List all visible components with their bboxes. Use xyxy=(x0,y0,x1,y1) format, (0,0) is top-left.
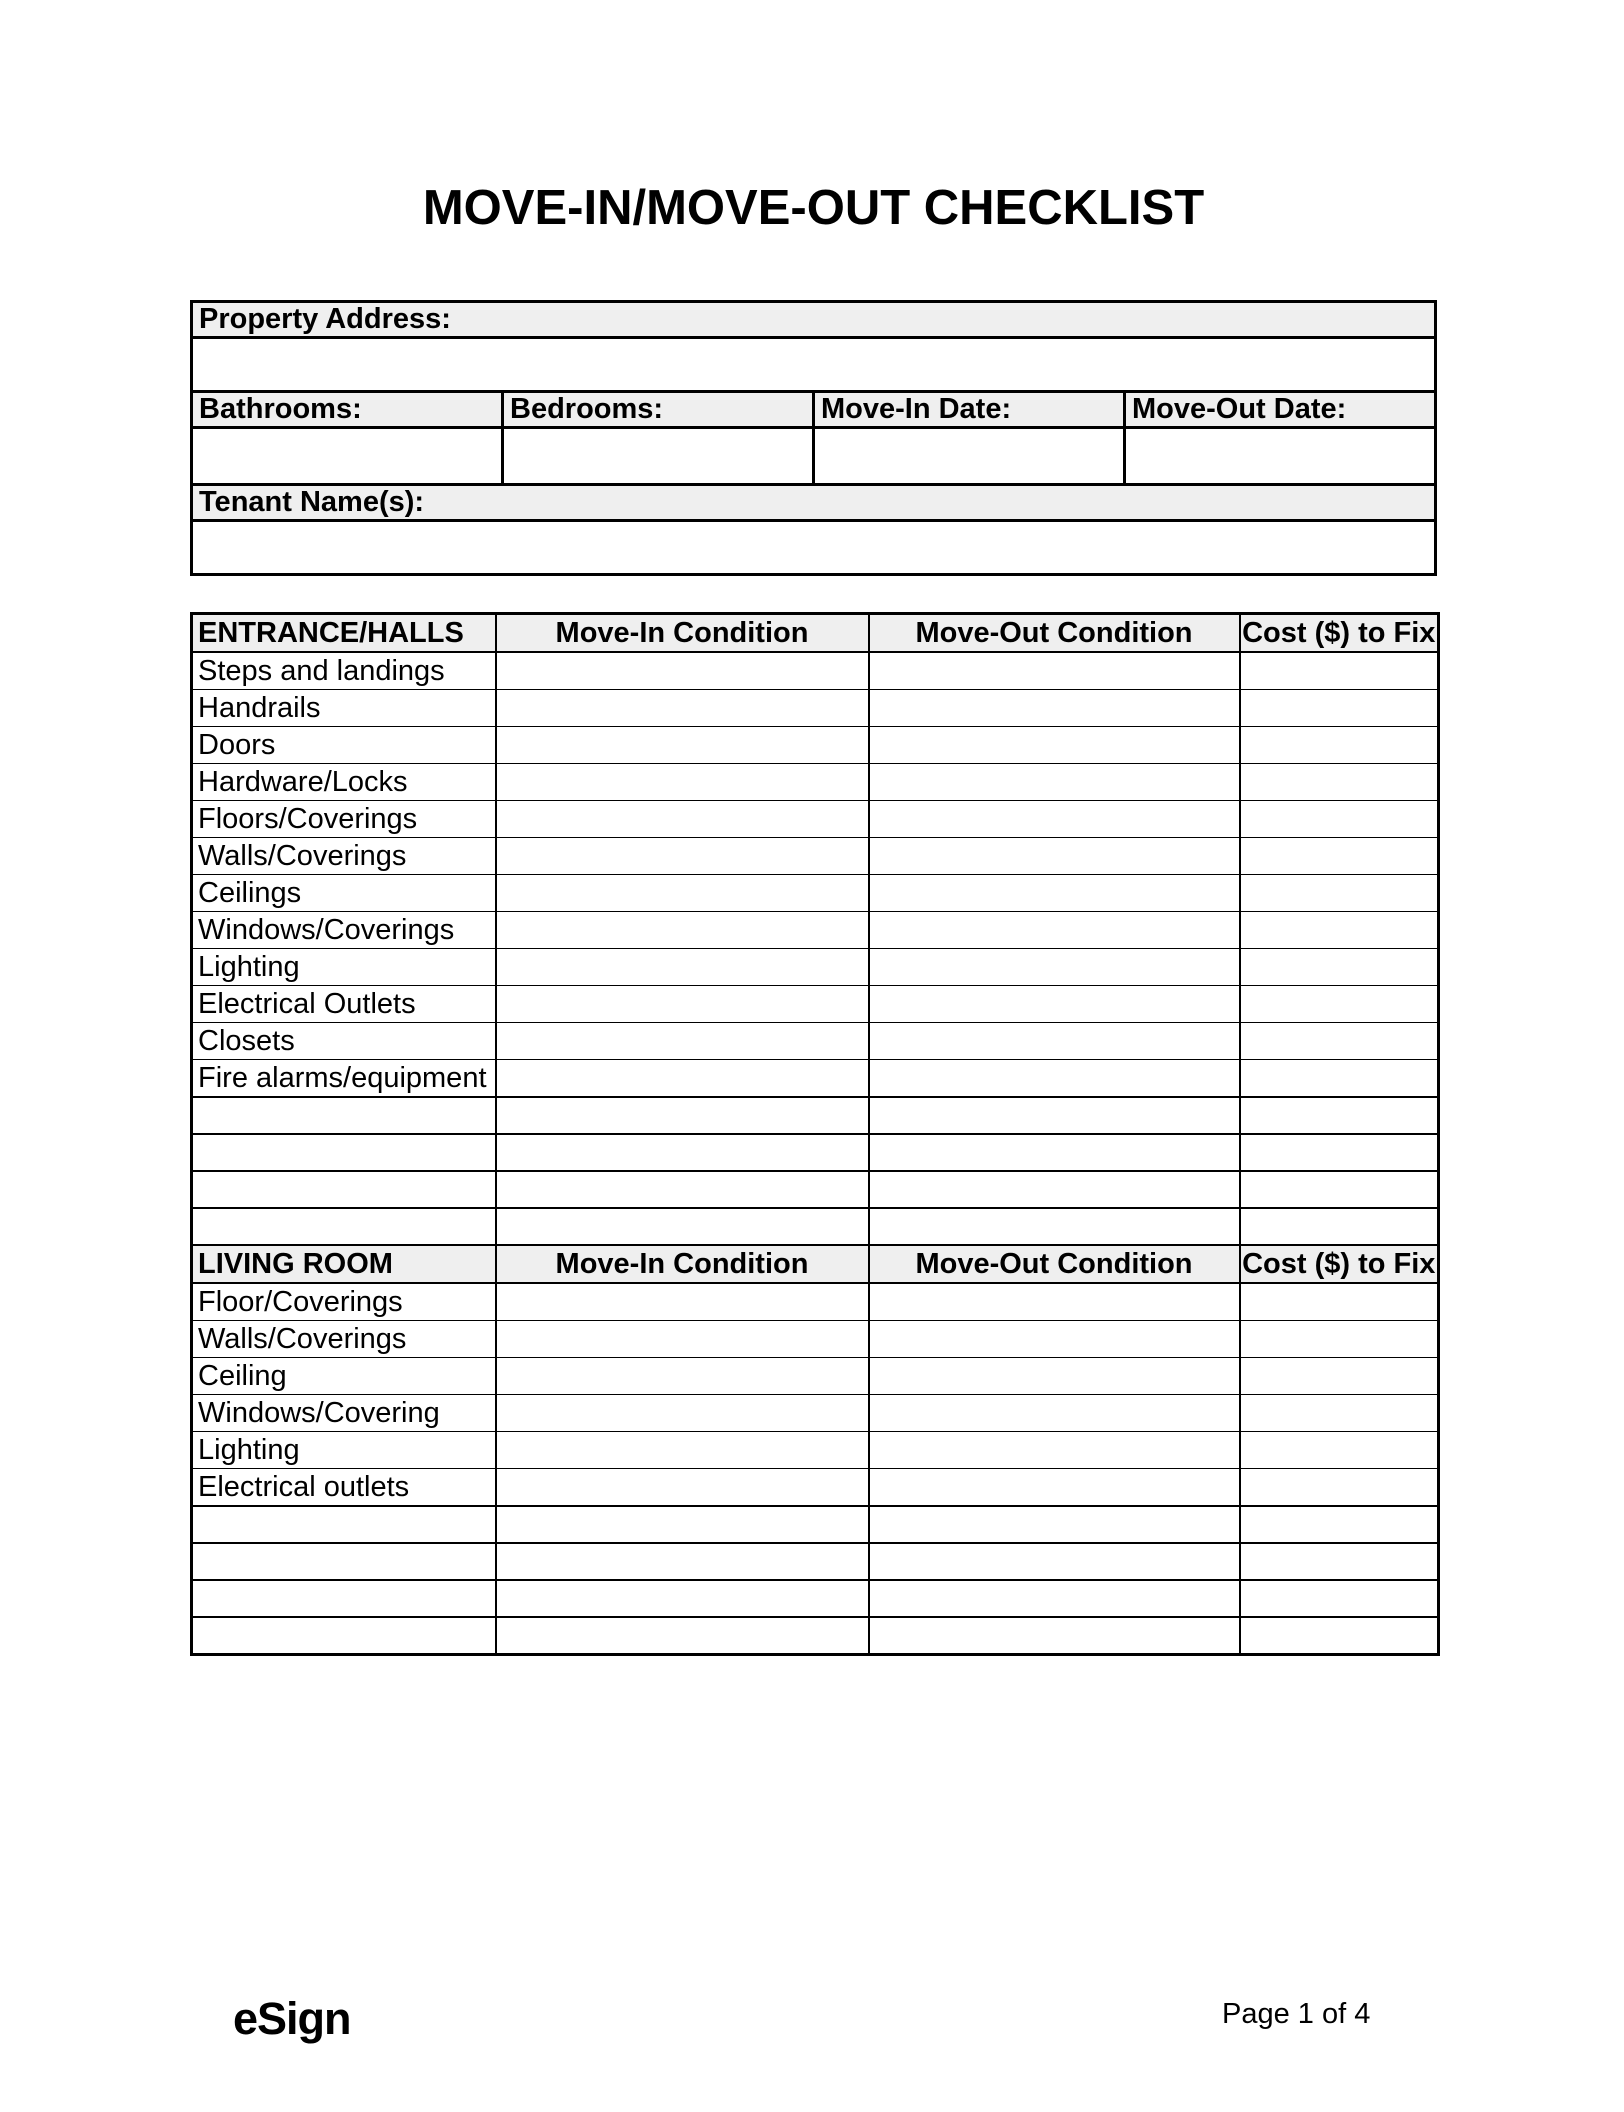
move-in-condition-cell[interactable] xyxy=(496,1358,869,1395)
move-in-condition-cell[interactable] xyxy=(496,1208,869,1245)
table-row xyxy=(192,1321,1439,1358)
move-in-condition-cell[interactable] xyxy=(496,986,869,1023)
move-out-condition-cell[interactable] xyxy=(869,1208,1240,1245)
cost-to-fix-header: Cost ($) to Fix xyxy=(1240,1245,1439,1283)
move-out-condition-cell[interactable] xyxy=(869,764,1240,801)
move-in-condition-cell[interactable] xyxy=(496,1097,869,1134)
table-row xyxy=(192,1023,1439,1060)
table-row xyxy=(192,838,1439,875)
move-out-condition-cell[interactable] xyxy=(869,1358,1240,1395)
property-info-table xyxy=(190,300,1437,576)
move-out-condition-cell[interactable] xyxy=(869,1432,1240,1469)
move-out-condition-cell[interactable] xyxy=(869,1171,1240,1208)
tenant-names-input[interactable] xyxy=(192,521,1436,575)
cost-cell[interactable] xyxy=(1240,986,1439,1023)
extra-item-cell[interactable] xyxy=(192,1543,496,1580)
move-in-condition-cell[interactable] xyxy=(496,690,869,727)
table-row xyxy=(192,1469,1439,1507)
unit-info-header-row xyxy=(192,392,1436,428)
cost-cell[interactable] xyxy=(1240,652,1439,690)
move-out-condition-cell[interactable] xyxy=(869,1469,1240,1507)
move-out-condition-cell[interactable] xyxy=(869,912,1240,949)
tenant-names-label: Tenant Name(s): xyxy=(192,485,1436,521)
tenant-input-row xyxy=(192,521,1436,575)
page-number: Page 1 of 4 xyxy=(1222,1998,1371,2030)
item-label: Electrical outlets xyxy=(192,1469,496,1507)
table-row xyxy=(192,1395,1439,1432)
move-in-condition-header: Move-In Condition xyxy=(496,614,869,653)
move-out-date-label: Move-Out Date: xyxy=(1125,392,1436,428)
move-in-condition-header: Move-In Condition xyxy=(496,1245,869,1283)
table-row xyxy=(192,727,1439,764)
item-label: Windows/Covering xyxy=(192,1395,496,1432)
move-in-condition-cell[interactable] xyxy=(496,1469,869,1507)
move-in-condition-cell[interactable] xyxy=(496,912,869,949)
empty-row xyxy=(192,1580,1439,1617)
move-out-condition-cell[interactable] xyxy=(869,1395,1240,1432)
table-row xyxy=(192,690,1439,727)
cost-cell[interactable] xyxy=(1240,1208,1439,1245)
item-label: Floors/Coverings xyxy=(192,801,496,838)
empty-row xyxy=(192,1134,1439,1171)
item-label: Windows/Coverings xyxy=(192,912,496,949)
move-in-condition-cell[interactable] xyxy=(496,1283,869,1321)
item-label: Floor/Coverings xyxy=(192,1283,496,1321)
move-out-condition-cell[interactable] xyxy=(869,1060,1240,1098)
table-row xyxy=(192,801,1439,838)
item-label: Walls/Coverings xyxy=(192,1321,496,1358)
bathrooms-label: Bathrooms: xyxy=(192,392,503,428)
cost-cell[interactable] xyxy=(1240,1506,1439,1543)
move-in-condition-cell[interactable] xyxy=(496,1432,869,1469)
move-out-condition-cell[interactable] xyxy=(869,652,1240,690)
move-in-date-label: Move-In Date: xyxy=(814,392,1125,428)
cost-cell[interactable] xyxy=(1240,949,1439,986)
empty-row xyxy=(192,1208,1439,1245)
move-in-condition-cell[interactable] xyxy=(496,1134,869,1171)
move-out-condition-cell[interactable] xyxy=(869,838,1240,875)
empty-row xyxy=(192,1097,1439,1134)
cost-cell[interactable] xyxy=(1240,1283,1439,1321)
move-in-condition-cell[interactable] xyxy=(496,652,869,690)
move-in-condition-cell[interactable] xyxy=(496,1506,869,1543)
cost-cell[interactable] xyxy=(1240,1617,1439,1655)
move-out-condition-cell[interactable] xyxy=(869,1134,1240,1171)
cost-to-fix-header: Cost ($) to Fix xyxy=(1240,614,1439,653)
section-header-row xyxy=(192,1245,1439,1283)
extra-item-cell[interactable] xyxy=(192,1506,496,1543)
cost-cell[interactable] xyxy=(1240,801,1439,838)
move-out-condition-cell[interactable] xyxy=(869,986,1240,1023)
property-address-header-row xyxy=(192,302,1436,338)
move-in-condition-cell[interactable] xyxy=(496,949,869,986)
move-in-condition-cell[interactable] xyxy=(496,764,869,801)
item-label: Hardware/Locks xyxy=(192,764,496,801)
item-label: Handrails xyxy=(192,690,496,727)
item-label: Ceiling xyxy=(192,1358,496,1395)
move-out-condition-cell[interactable] xyxy=(869,690,1240,727)
cost-cell[interactable] xyxy=(1240,875,1439,912)
section-title-living-room: LIVING ROOM xyxy=(192,1245,496,1283)
cost-cell[interactable] xyxy=(1240,1171,1439,1208)
move-out-condition-cell[interactable] xyxy=(869,1321,1240,1358)
cost-cell[interactable] xyxy=(1240,727,1439,764)
item-label: Steps and landings xyxy=(192,652,496,690)
move-in-condition-cell[interactable] xyxy=(496,1060,869,1098)
cost-cell[interactable] xyxy=(1240,1023,1439,1060)
move-out-condition-cell[interactable] xyxy=(869,801,1240,838)
cost-cell[interactable] xyxy=(1240,1432,1439,1469)
move-in-condition-cell[interactable] xyxy=(496,1543,869,1580)
property-address-label: Property Address: xyxy=(192,302,1436,338)
table-row xyxy=(192,1060,1439,1098)
item-label: Lighting xyxy=(192,949,496,986)
table-row xyxy=(192,912,1439,949)
property-address-input[interactable] xyxy=(192,338,1436,392)
page-title: MOVE-IN/MOVE-OUT CHECKLIST xyxy=(422,181,1205,235)
cost-cell[interactable] xyxy=(1240,1469,1439,1507)
move-out-condition-cell[interactable] xyxy=(869,1097,1240,1134)
extra-item-cell[interactable] xyxy=(192,1171,496,1208)
move-out-condition-cell[interactable] xyxy=(869,1543,1240,1580)
empty-row xyxy=(192,1171,1439,1208)
cost-cell[interactable] xyxy=(1240,690,1439,727)
move-in-condition-cell[interactable] xyxy=(496,1171,869,1208)
move-out-condition-cell[interactable] xyxy=(869,1506,1240,1543)
empty-row xyxy=(192,1506,1439,1543)
tenant-header-row xyxy=(192,485,1436,521)
table-row xyxy=(192,986,1439,1023)
cost-cell[interactable] xyxy=(1240,1395,1439,1432)
move-in-condition-cell[interactable] xyxy=(496,1580,869,1617)
item-label: Walls/Coverings xyxy=(192,838,496,875)
bathrooms-input[interactable] xyxy=(192,428,503,485)
item-label: Lighting xyxy=(192,1432,496,1469)
move-in-condition-cell[interactable] xyxy=(496,727,869,764)
bedrooms-input[interactable] xyxy=(503,428,814,485)
move-out-condition-header: Move-Out Condition xyxy=(869,614,1240,653)
table-row xyxy=(192,1432,1439,1469)
move-out-condition-cell[interactable] xyxy=(869,875,1240,912)
cost-cell[interactable] xyxy=(1240,1134,1439,1171)
move-in-condition-cell[interactable] xyxy=(496,1023,869,1060)
extra-item-cell[interactable] xyxy=(192,1617,496,1655)
cost-cell[interactable] xyxy=(1240,838,1439,875)
item-label: Fire alarms/equipment xyxy=(192,1060,496,1098)
table-row xyxy=(192,1358,1439,1395)
section-header-row xyxy=(192,614,1439,653)
table-row xyxy=(192,949,1439,986)
move-in-condition-cell[interactable] xyxy=(496,1617,869,1655)
extra-item-cell[interactable] xyxy=(192,1134,496,1171)
empty-row xyxy=(192,1543,1439,1580)
cost-cell[interactable] xyxy=(1240,1097,1439,1134)
cost-cell[interactable] xyxy=(1240,1580,1439,1617)
cost-cell[interactable] xyxy=(1240,1358,1439,1395)
move-out-condition-cell[interactable] xyxy=(869,1023,1240,1060)
cost-cell[interactable] xyxy=(1240,912,1439,949)
move-out-condition-cell[interactable] xyxy=(869,949,1240,986)
move-in-condition-cell[interactable] xyxy=(496,875,869,912)
extra-item-cell[interactable] xyxy=(192,1208,496,1245)
property-address-input-row xyxy=(192,338,1436,392)
item-label: Closets xyxy=(192,1023,496,1060)
extra-item-cell[interactable] xyxy=(192,1580,496,1617)
move-out-condition-cell[interactable] xyxy=(869,1580,1240,1617)
bedrooms-label: Bedrooms: xyxy=(503,392,814,428)
cost-cell[interactable] xyxy=(1240,764,1439,801)
extra-item-cell[interactable] xyxy=(192,1097,496,1134)
esign-logo: eSign xyxy=(233,1993,351,2044)
item-label: Electrical Outlets xyxy=(192,986,496,1023)
section-title-entrance-halls: ENTRANCE/HALLS xyxy=(192,614,496,653)
table-row xyxy=(192,875,1439,912)
unit-info-input-row xyxy=(192,428,1436,485)
move-in-condition-cell[interactable] xyxy=(496,838,869,875)
item-label: Doors xyxy=(192,727,496,764)
move-out-condition-cell[interactable] xyxy=(869,1617,1240,1655)
checklist-table xyxy=(190,612,1440,1656)
empty-row xyxy=(192,1617,1439,1655)
move-out-condition-cell[interactable] xyxy=(869,727,1240,764)
move-in-date-input[interactable] xyxy=(814,428,1125,485)
table-row xyxy=(192,764,1439,801)
move-out-condition-cell[interactable] xyxy=(869,1283,1240,1321)
table-row xyxy=(192,1283,1439,1321)
cost-cell[interactable] xyxy=(1240,1321,1439,1358)
move-out-condition-header: Move-Out Condition xyxy=(869,1245,1240,1283)
table-row xyxy=(192,652,1439,690)
item-label: Ceilings xyxy=(192,875,496,912)
move-in-condition-cell[interactable] xyxy=(496,1395,869,1432)
cost-cell[interactable] xyxy=(1240,1543,1439,1580)
move-in-condition-cell[interactable] xyxy=(496,801,869,838)
move-in-condition-cell[interactable] xyxy=(496,1321,869,1358)
cost-cell[interactable] xyxy=(1240,1060,1439,1098)
move-out-date-input[interactable] xyxy=(1125,428,1436,485)
